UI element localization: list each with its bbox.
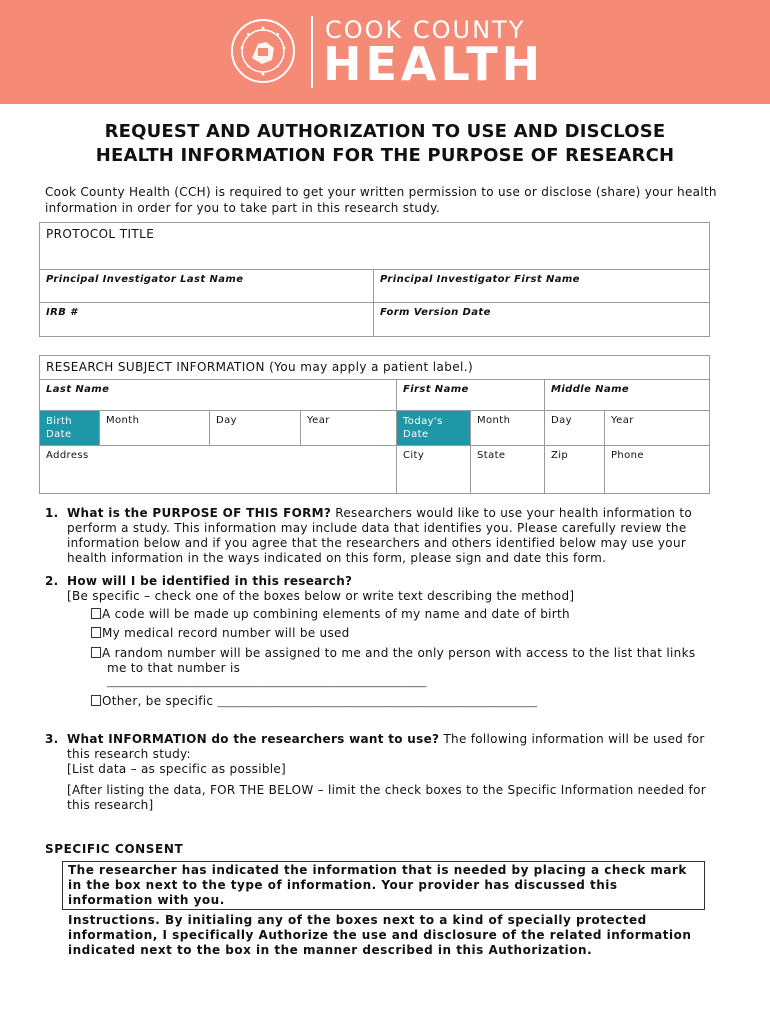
state-field[interactable] (471, 446, 545, 494)
birth-day-field[interactable] (210, 411, 301, 446)
option-other[interactable] (91, 694, 711, 711)
zip-label: Zip (551, 450, 569, 461)
today-day-field[interactable] (545, 411, 605, 446)
brand-line1: COOK COUNTY (325, 16, 526, 44)
protocol-table (39, 222, 710, 337)
option-other-label: Other, be specific (102, 694, 218, 708)
pi-first-name-field[interactable] (374, 270, 710, 303)
question-1 (45, 506, 715, 566)
subject-table (39, 355, 710, 494)
specific-consent-heading: SPECIFIC CONSENT (45, 842, 184, 856)
option-code-label: A code will be made up combining elements of my name and date of birth (102, 607, 570, 621)
question-1-number: 1. (45, 506, 59, 520)
question-3-list-hint: [List data – as specific as possible] (67, 762, 287, 776)
question-2-heading: How will I be identified in this research? (67, 574, 353, 588)
option-mrn-label: My medical record number will be used (102, 626, 350, 640)
cook-county-seal-icon (230, 18, 296, 84)
pi-last-name-field[interactable] (40, 270, 374, 303)
pi-first-name-label: Principal Investigator First Name (380, 274, 580, 285)
irb-field[interactable] (40, 303, 374, 337)
option-code-name-dob[interactable] (91, 607, 570, 622)
question-3-after-hint: [After listing the data, FOR THE BELOW – limit the check boxes to the Specific Information needed for this research] (67, 783, 706, 812)
option-other-line[interactable]: _______________________________________________________________________ (217, 698, 537, 708)
irb-label: IRB # (46, 307, 78, 318)
header-banner (0, 0, 770, 104)
first-name-label: First Name (403, 384, 469, 395)
question-2-instruction: [Be specific – check one of the boxes below or write text describing the method] (67, 589, 575, 603)
last-name-field[interactable] (40, 380, 397, 411)
question-3 (45, 732, 710, 813)
checkbox-icon[interactable] (91, 627, 101, 638)
intro-text: Cook County Health (CCH) is required to get your written permission to use or disclose (share) your health information in order for you to take part in this research study. (45, 185, 717, 215)
form-title-line2: HEALTH INFORMATION FOR THE PURPOSE OF RESEARCH (95, 145, 675, 166)
checkbox-icon[interactable] (91, 608, 101, 619)
state-label: State (477, 450, 506, 461)
todays-date-label: Today's Date (397, 411, 471, 446)
question-3-number: 3. (45, 732, 59, 746)
protocol-title-label: PROTOCOL TITLE (46, 227, 155, 241)
question-2 (45, 574, 715, 604)
option-random-label: A random number will be assigned to me and the only person with access to the list that links (102, 646, 696, 660)
today-day-label: Day (551, 415, 572, 426)
question-3-text: The following information will be used for this research study: (67, 732, 705, 761)
subject-info-header: RESEARCH SUBJECT INFORMATION (You may apply a patient label.) (40, 356, 710, 380)
checkbox-icon[interactable] (91, 695, 101, 706)
form-title-line1: REQUEST AND AUTHORIZATION TO USE AND DISCLOSE (104, 121, 666, 142)
birth-month-field[interactable] (100, 411, 210, 446)
first-name-field[interactable] (397, 380, 545, 411)
protocol-title-field[interactable] (40, 223, 710, 270)
pi-last-name-label: Principal Investigator Last Name (46, 274, 244, 285)
zip-field[interactable] (545, 446, 605, 494)
birth-month-label: Month (106, 415, 140, 426)
today-month-label: Month (477, 415, 511, 426)
phone-label: Phone (611, 450, 644, 461)
last-name-label: Last Name (46, 384, 110, 395)
question-1-heading: What is the PURPOSE OF THIS FORM? (67, 506, 332, 520)
random-number-person-line[interactable]: _______________________________________________________________________ (107, 678, 427, 688)
address-field[interactable] (40, 446, 397, 494)
header-divider (311, 16, 313, 88)
brand-line2: HEALTH (323, 37, 545, 91)
question-2-number: 2. (45, 574, 59, 588)
specific-consent-box: The researcher has indicated the information that is needed by placing a check mark in the box next to the type of information. Your provider has discussed this information with you. (62, 861, 705, 910)
birth-year-field[interactable] (301, 411, 397, 446)
option-random-label-cont: me to that number is (107, 661, 241, 675)
birth-date-label: Birth Date (40, 411, 100, 446)
middle-name-label: Middle Name (551, 384, 630, 395)
today-year-label: Year (611, 415, 634, 426)
option-random-number[interactable] (91, 646, 711, 691)
city-label: City (403, 450, 425, 461)
address-label: Address (46, 450, 89, 461)
phone-field[interactable] (605, 446, 710, 494)
checkbox-icon[interactable] (91, 647, 101, 658)
today-month-field[interactable] (471, 411, 545, 446)
birth-year-label: Year (307, 415, 330, 426)
option-mrn[interactable] (91, 626, 350, 641)
question-3-heading: What INFORMATION do the researchers want to use? (67, 732, 440, 746)
middle-name-field[interactable] (545, 380, 710, 411)
form-version-date-label: Form Version Date (380, 307, 491, 318)
specific-consent-instructions: Instructions. By initialing any of the boxes next to a kind of specially protected information, I specifically Authorize the use and disclosure of the related information indicated next to the box in the manner described in this Authorization. (68, 913, 692, 957)
birth-day-label: Day (216, 415, 237, 426)
form-version-date-field[interactable] (374, 303, 710, 337)
question-1-text: Researchers would like to use your health information to perform a study. This information may include data that identifies you. Please carefully review the information below and if you agree that the researchers and others identified below may use your health information in the ways indicated on this form, please sign and date this form. (67, 506, 693, 565)
form-title (0, 120, 770, 168)
city-field[interactable] (397, 446, 471, 494)
today-year-field[interactable] (605, 411, 710, 446)
